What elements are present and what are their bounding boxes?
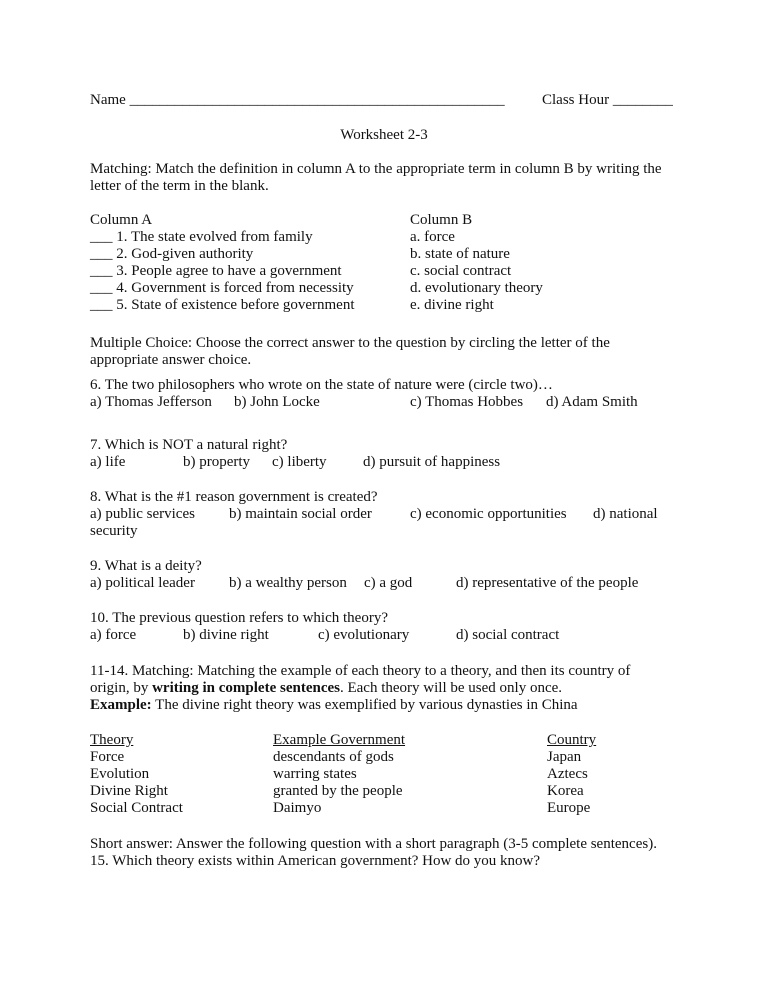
country-item: Korea (547, 783, 584, 799)
choice-7a[interactable]: a) life (90, 454, 126, 470)
column-a-item[interactable]: ___ 1. The state evolved from family (90, 229, 313, 245)
country-item: Aztecs (547, 766, 588, 782)
column-a-item[interactable]: ___ 4. Government is forced from necessity (90, 280, 354, 296)
multiple-choice-instructions (90, 335, 690, 369)
column-b-header: Column B (410, 212, 473, 228)
question-8: 8. What is the #1 reason government is created? (90, 489, 378, 505)
choice-9d[interactable]: d) representative of the people (456, 575, 639, 591)
choice-8c[interactable]: c) economic opportunities (410, 506, 567, 522)
example-government-item: Daimyo (273, 800, 322, 816)
choice-8d-wrap[interactable]: security (90, 523, 138, 539)
choice-9a[interactable]: a) political leader (90, 575, 195, 591)
choice-6b[interactable]: b) John Locke (234, 394, 320, 410)
question-10: 10. The previous question refers to which theory? (90, 610, 388, 626)
theory-instructions-line2 (90, 680, 690, 697)
theory-header: Theory (90, 732, 134, 748)
country-item: Europe (547, 800, 591, 816)
theory-item: Social Contract (90, 800, 183, 816)
choice-9b[interactable]: b) a wealthy person (229, 575, 347, 591)
line2-before: origin, by (90, 680, 153, 696)
question-15: 15. Which theory exists within American government? How do you know? (90, 853, 541, 869)
question-7: 7. Which is NOT a natural right? (90, 437, 288, 453)
column-a-header: Column A (90, 212, 153, 228)
choice-8a[interactable]: a) public services (90, 506, 195, 522)
name-field[interactable] (90, 92, 505, 109)
worksheet-title: Worksheet 2-3 (340, 127, 428, 143)
mc-instructions-line1: Multiple Choice: Choose the correct answer to the question by circling the letter of the (90, 335, 610, 351)
choice-10a[interactable]: a) force (90, 627, 137, 643)
matching-instructions (90, 161, 690, 195)
example-label: Example: (90, 697, 152, 713)
choice-7b[interactable]: b) property (183, 454, 251, 470)
class-hour-field[interactable] (542, 92, 673, 109)
theory-item: Evolution (90, 766, 150, 782)
choice-10c[interactable]: c) evolutionary (318, 627, 410, 643)
column-a-item[interactable]: ___ 2. God-given authority (90, 246, 254, 262)
column-b-item: c. social contract (410, 263, 512, 279)
short-answer-instructions: Short answer: Answer the following question with a short paragraph (3-5 complete sentences). (90, 836, 657, 852)
matching-instructions-line1: Matching: Match the definition in column A to the appropriate term in column B by writing the (90, 161, 662, 177)
column-a-item[interactable]: ___ 5. State of existence before government (90, 297, 355, 313)
class-hour-label: Class Hour (542, 92, 610, 108)
example-government-item: warring states (273, 766, 357, 782)
theory-item: Force (90, 749, 125, 765)
example-line (90, 697, 690, 714)
column-b (410, 212, 543, 314)
column-b-item: a. force (410, 229, 455, 245)
choice-6d[interactable]: d) Adam Smith (546, 394, 638, 410)
theory-item: Divine Right (90, 783, 168, 799)
example-government-column (273, 732, 405, 817)
mc-instructions-line2: appropriate answer choice. (90, 352, 252, 368)
example-government-header: Example Government (273, 732, 406, 748)
theory-matching-instructions (90, 663, 690, 714)
country-item: Japan (547, 749, 582, 765)
short-answer-section (90, 836, 690, 870)
matching-instructions-line2: letter of the term in the blank. (90, 178, 269, 194)
choice-6a[interactable]: a) Thomas Jefferson (90, 394, 212, 410)
column-b-item: d. evolutionary theory (410, 280, 543, 296)
choice-10d[interactable]: d) social contract (456, 627, 560, 643)
question-6: 6. The two philosophers who wrote on the state of nature were (circle two)… (90, 377, 553, 393)
choice-9c[interactable]: c) a god (364, 575, 413, 591)
column-b-item: e. divine right (410, 297, 494, 313)
line2-after: . Each theory will be used only once. (339, 680, 563, 696)
choice-8b[interactable]: b) maintain social order (229, 506, 372, 522)
choice-6c[interactable]: c) Thomas Hobbes (410, 394, 524, 410)
example-government-item: descendants of gods (273, 749, 394, 765)
line2-bold: writing in complete sentences (152, 680, 340, 696)
choice-8d[interactable]: d) national (593, 506, 658, 522)
class-hour-blank[interactable]: ________ (612, 92, 673, 108)
name-label: Name (90, 92, 126, 108)
column-a-item[interactable]: ___ 3. People agree to have a government (90, 263, 342, 279)
theory-column (90, 732, 183, 817)
column-a (90, 212, 355, 314)
country-column (547, 732, 596, 817)
name-blank[interactable]: __________________________________________________ (129, 92, 505, 108)
choice-7c[interactable]: c) liberty (272, 454, 327, 470)
choice-10b[interactable]: b) divine right (183, 627, 269, 643)
example-text: The divine right theory was exemplified by various dynasties in China (151, 697, 578, 713)
column-b-item: b. state of nature (410, 246, 510, 262)
theory-instructions-line1: 11-14. Matching: Matching the example of each theory to a theory, and then its country of (90, 663, 631, 679)
choice-7d[interactable]: d) pursuit of happiness (363, 454, 501, 470)
question-9: 9. What is a deity? (90, 558, 202, 574)
country-header: Country (547, 732, 597, 748)
example-government-item: granted by the people (273, 783, 403, 799)
